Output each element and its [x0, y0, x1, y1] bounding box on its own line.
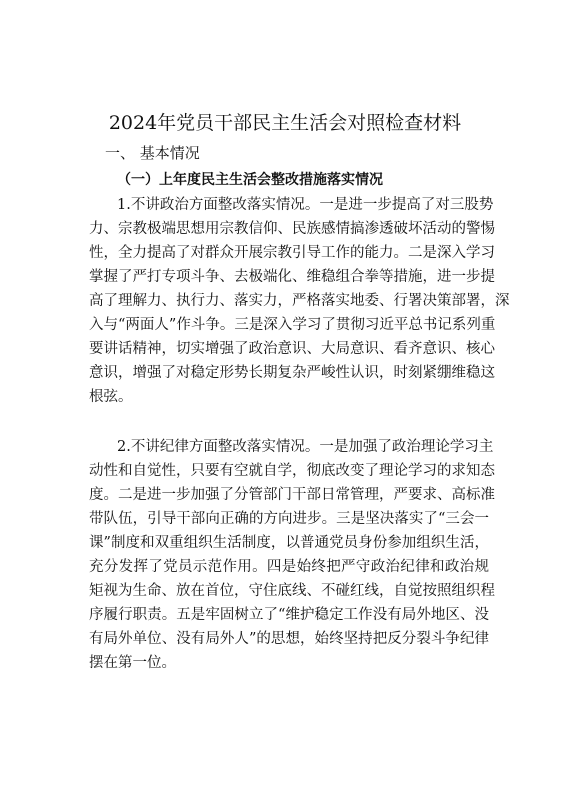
paragraph-line: 矩视为生命、放在首位，守住底线、不碰红线，自觉按照组织程 — [89, 583, 495, 599]
paragraph-line: 序履行职责。五是牢固树立了“维护稳定工作没有局外地区、没 — [89, 607, 489, 623]
paragraph-line: 入与“两面人”作斗争。三是深入学习了贯彻习近平总书记系列重 — [89, 317, 496, 333]
paragraph-line: 1.不讲政治方面整改落实情况。一是进一步提高了对三股势 — [117, 197, 494, 213]
subsection-heading: （一）上年度民主生活会整改措施落实情况 — [117, 172, 383, 188]
paragraph-line: 动性和自觉性，只要有空就自学，彻底改变了理论学习的求知态 — [89, 463, 495, 479]
paragraph-line: 意识，增强了对稳定形势长期复杂严峻性认识，时刻紧绷维稳这 — [89, 365, 495, 381]
paragraph-line: 带队伍，引导干部向正确的方向进步。三是坚决落实了“三会一 — [89, 511, 489, 527]
paragraph-line: 充分发挥了党员示范作用。四是始终把严守政治纪律和政治规 — [89, 559, 489, 575]
paragraph-line: 根弦。 — [89, 389, 133, 405]
paragraph-line: 性，全力提高了对群众开展宗教引导工作的能力。二是深入学习 — [89, 245, 495, 261]
paragraph-line: 力、宗教极端思想用宗教信仰、民族感情搞渗透破坏活动的警惕 — [89, 221, 495, 237]
paragraph-line: 度。二是进一步加强了分管部门干部日常管理，严要求、高标准 — [89, 487, 495, 503]
section-heading: 一、 基本情况 — [105, 144, 200, 162]
paragraph-line: 要讲话精神，切实增强了政治意识、大局意识、看齐意识、核心 — [89, 341, 495, 357]
paragraph-line: 掌握了严打专项斗争、去极端化、维稳组合拳等措施，进一步提 — [89, 269, 495, 285]
paragraph-line: 2.不讲纪律方面整改落实情况。一是加强了政治理论学习主 — [117, 439, 494, 455]
paragraph-line: 课”制度和双重组织生活制度，以普通党员身份参加组织生活， — [89, 535, 489, 551]
paragraph-line: 有局外单位、没有局外人”的思想，始终坚持把反分裂斗争纪律 — [89, 631, 489, 647]
document-title: 2024年党员干部民主生活会对照检查材料 — [108, 112, 462, 134]
paragraph-line: 摆在第一位。 — [89, 655, 176, 671]
paragraph-line: 高了理解力、执行力、落实力，严格落实地委、行署决策部署，深 — [89, 293, 510, 309]
